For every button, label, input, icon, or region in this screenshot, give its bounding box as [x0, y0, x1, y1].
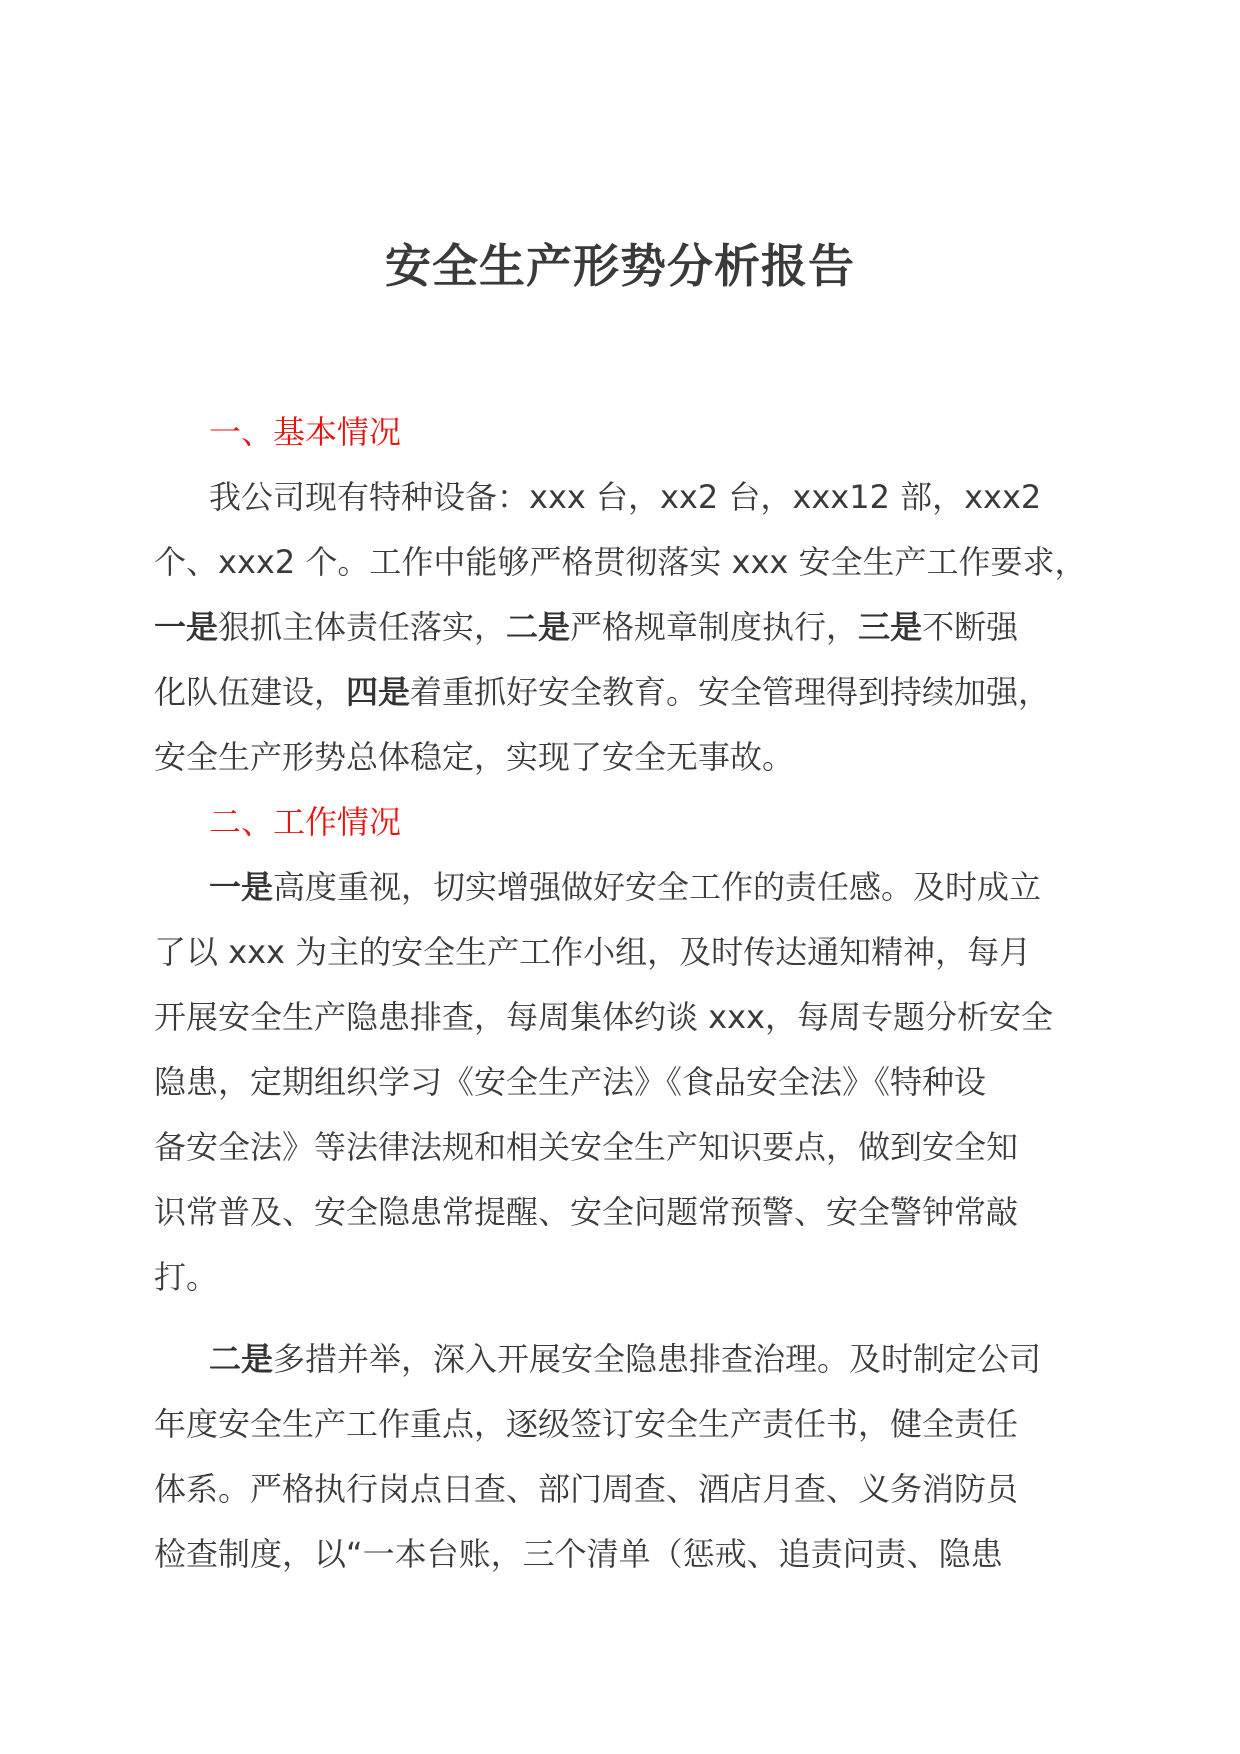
document-body — [154, 400, 1114, 1587]
emphasis-text: 二是 — [209, 1340, 274, 1378]
paragraph-line — [154, 1327, 1114, 1392]
paragraph-work-2 — [154, 1327, 1114, 1587]
paragraph-text: 多措并举，深入开展安全隐患排查治理。及时制定公司 — [273, 1340, 1042, 1378]
emphasis-text: 四是 — [346, 673, 411, 711]
paragraph-text: 不断强 — [922, 608, 1019, 646]
paragraph-line: 检查制度，以“一本台账，三个清单（惩戒、追责问责、隐患 — [154, 1535, 1003, 1573]
paragraph-text: 高度重视，切实增强做好安全工作的责任感。及时成立 — [273, 868, 1042, 906]
emphasis-text: 一是 — [209, 868, 274, 906]
paragraph-line: 开展安全生产隐患排查，每周集体约谈 xxx，每周专题分析安全 — [154, 998, 1053, 1036]
paragraph-line — [154, 855, 1114, 920]
section-heading-work: 二、工作情况 — [209, 803, 402, 841]
section-heading-basic: 一、基本情况 — [209, 413, 402, 451]
paragraph-line: 备安全法》等法律法规和相关安全生产知识要点，做到安全知 — [154, 1128, 1019, 1166]
paragraph-text: 严格规章制度执行， — [570, 608, 859, 646]
paragraph-line: 了以 xxx 为主的安全生产工作小组，及时传达通知精神，每月 — [154, 933, 1032, 971]
paragraph-line: 安全生产形势总体稳定，实现了安全无事故。 — [154, 738, 795, 776]
emphasis-text: 三是 — [858, 608, 923, 646]
paragraph-text: 化队伍建设， — [154, 673, 347, 711]
paragraph-line: 打。 — [154, 1258, 219, 1296]
paragraph-text: 着重抓好安全教育。安全管理得到持续加强， — [410, 673, 1051, 711]
paragraph-line: 年度安全生产工作重点，逐级签订安全生产责任书，健全责任 — [154, 1405, 1019, 1443]
paragraph-line: 个、xxx2 个。工作中能够严格贯彻落实 xxx 安全生产工作要求， — [154, 543, 1087, 581]
paragraph-line: 隐患，定期组织学习《安全生产法》《食品安全法》《特种设 — [154, 1063, 987, 1101]
paragraph-work-1 — [154, 855, 1114, 1310]
paragraph-line: 识常普及、安全隐患常提醒、安全问题常预警、安全警钟常敲 — [154, 1193, 1019, 1231]
paragraph-line — [154, 595, 1114, 660]
paragraph-line: 体系。严格执行岗点日查、部门周查、酒店月查、义务消防员 — [154, 1470, 1019, 1508]
paragraph-basic — [154, 465, 1114, 790]
emphasis-text: 一是 — [154, 608, 219, 646]
paragraph-text: 狠抓主体责任落实， — [218, 608, 507, 646]
document-title: 安全生产形势分析报告 — [385, 239, 855, 293]
paragraph-line: 我公司现有特种设备：xxx 台，xx2 台，xxx12 部，xxx2 — [209, 478, 1042, 516]
paragraph-spacer — [154, 1310, 1114, 1327]
emphasis-text: 二是 — [506, 608, 571, 646]
paragraph-line — [154, 660, 1114, 725]
